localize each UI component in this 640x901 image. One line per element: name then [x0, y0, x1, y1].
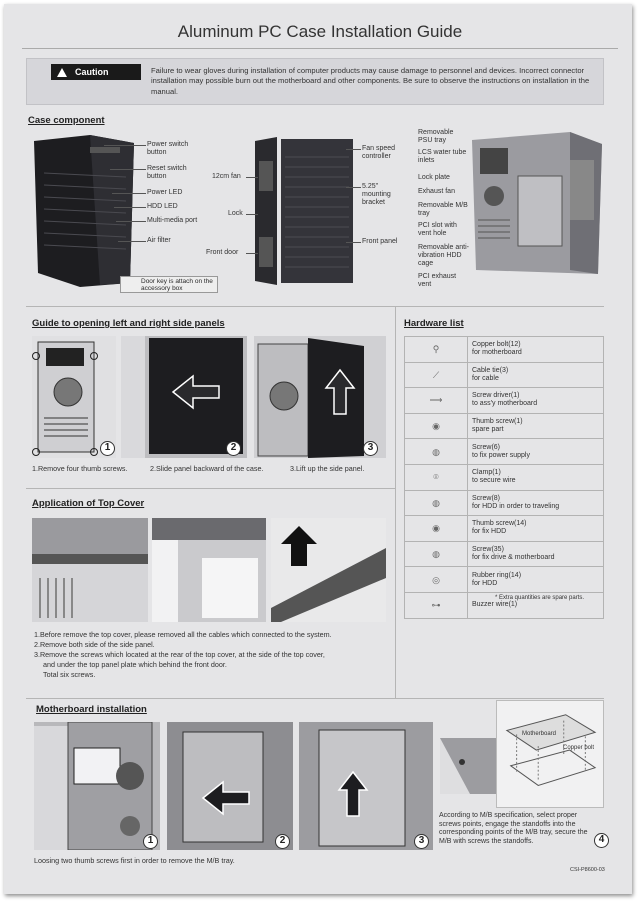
clamp-icon: ⌾	[405, 464, 468, 490]
hardware-row	[405, 388, 604, 414]
hardware-item-desc: for fix HDD	[472, 528, 507, 536]
copper-bolt-icon: ⚲	[405, 337, 468, 363]
hardware-item-name: Screw(8)	[472, 494, 501, 502]
hardware-row	[405, 439, 604, 465]
top-cover-lift-illustration	[271, 518, 386, 622]
case-front-illustration	[30, 133, 138, 289]
warning-icon	[57, 68, 67, 77]
hardware-item-name: Clamp(1)	[472, 469, 501, 477]
step-number: 1	[100, 441, 115, 456]
hardware-item-desc: to fix power supply	[472, 451, 530, 459]
hardware-table	[404, 336, 604, 619]
hardware-item-name: Buzzer wire(1)	[472, 601, 518, 609]
case-back-illustration	[32, 336, 116, 458]
side-panel-step1-photo	[32, 336, 116, 458]
leader-line	[346, 187, 361, 188]
screw-icon: ◍	[405, 490, 468, 516]
hardware-item-text	[468, 439, 604, 465]
label-fan-speed: Fan speed controller	[362, 145, 396, 161]
label-copper-bolt: Copper bolt	[563, 745, 595, 751]
label-hdd-cage: Removable anti-vibration HDD cage	[418, 244, 469, 268]
hardware-item-text	[468, 413, 604, 439]
section-divider	[26, 698, 604, 699]
column-divider	[395, 306, 396, 698]
door-key-note	[120, 276, 218, 293]
hardware-item-desc: to ass'y motherboard	[472, 400, 538, 408]
mb-step1-caption: Loosing two thumb screws first in order to remove the M/B tray.	[34, 856, 235, 865]
top-cover-step3-photo	[271, 518, 386, 622]
cable-tie-icon: ⟋	[405, 362, 468, 388]
top-cover-step1-photo	[32, 518, 148, 622]
leader-line	[110, 169, 146, 170]
hardware-item-text	[468, 541, 604, 567]
step-number: 1	[143, 834, 158, 849]
hardware-row	[405, 541, 604, 567]
label-multimedia-port: Multi-media port	[147, 217, 198, 224]
mb-slide-illustration	[167, 722, 293, 850]
exploded-view-illustration	[497, 701, 603, 807]
case-side-open-photo	[470, 130, 604, 276]
leader-line	[116, 221, 146, 222]
step-number: 4	[594, 833, 609, 848]
label-front-door: Front door	[206, 249, 239, 256]
label-mb-tray: Removable M/B tray	[418, 202, 468, 218]
buzzer-wire-icon: ⊶	[405, 592, 468, 618]
label-hdd-led: HDD LED	[147, 203, 178, 210]
caution-text: Failure to wear gloves during installation of computer products may cause damage to personnel and devices. Incorrect connector installation may possible burn out the motherboard and other components. Be sure to observe the instructions on installation in the manual.	[151, 66, 590, 96]
rubber-ring-icon: ◎	[405, 567, 468, 593]
top-cover-rear-illustration	[32, 518, 148, 622]
hardware-item-desc: for cable	[472, 374, 499, 382]
step-number: 2	[275, 834, 290, 849]
hardware-item-name: Copper bolt(12)	[472, 341, 521, 349]
mb-tray-illustration	[34, 722, 160, 850]
leader-line	[246, 177, 258, 178]
hardware-list-heading: Hardware list	[404, 318, 464, 329]
top-cover-heading: Application of Top Cover	[32, 498, 145, 509]
label-pci-slot: PCI slot with vent hole	[418, 222, 457, 238]
hardware-item-text	[468, 362, 604, 388]
mb-lift-illustration	[299, 722, 433, 850]
leader-line	[346, 149, 361, 150]
step-number: 3	[414, 834, 429, 849]
mb-step1-photo	[34, 722, 160, 850]
screwdriver-icon: ⟶	[405, 388, 468, 414]
label-psu-tray: Removable PSU tray	[418, 129, 454, 145]
label-motherboard: Motherboard	[522, 731, 557, 737]
hardware-item-name: Screw(35)	[472, 546, 504, 554]
lift-panel-illustration	[254, 336, 386, 458]
top-cover-step2-photo	[152, 518, 266, 622]
label-lock: Lock	[228, 210, 243, 217]
motherboard-heading: Motherboard installation	[36, 704, 147, 715]
top-cover-instruction-1: 1.Before remove the top cover, please removed all the cables which connected to the system.	[34, 630, 332, 639]
case-door-open-photo	[255, 137, 355, 285]
label-front-panel: Front panel	[362, 238, 398, 245]
step-number: 3	[363, 441, 378, 456]
hardware-item-desc: for HDD in order to traveling	[472, 502, 560, 510]
hardware-row	[405, 362, 604, 388]
caution-label: Caution	[75, 67, 109, 77]
step3-caption: 3.Lift up the side panel.	[290, 464, 365, 473]
top-cover-instruction-4: Total six screws.	[43, 670, 96, 679]
hardware-row	[405, 464, 604, 490]
leader-line	[346, 242, 361, 243]
label-12cm-fan: 12cm fan	[212, 173, 241, 180]
side-panels-heading: Guide to opening left and right side panels	[32, 318, 225, 329]
caution-box	[26, 58, 604, 105]
label-reset-switch: Reset switch button	[147, 165, 187, 181]
screw-icon: ◍	[405, 439, 468, 465]
case-front-photo	[30, 133, 138, 289]
mb-step4-caption: According to M/B specification, select proper screws points, engage the standoffs into the corresponding points of the M/B tray, secure the M/B with screws the standoffs.	[439, 812, 588, 845]
mb-standoff-photo	[440, 738, 496, 794]
hardware-row	[405, 337, 604, 363]
hardware-item-name: Thumb screw(14)	[472, 520, 527, 528]
caution-badge	[51, 64, 141, 80]
top-cover-instruction-3: 3.Remove the screws which located at the rear of the top cover, at the side of the top cover,	[34, 650, 325, 659]
top-cover-instruction-2: 2.Remove both side of the side panel.	[34, 640, 155, 649]
case-side-illustration	[470, 130, 604, 276]
hardware-item-name: Screw(6)	[472, 443, 501, 451]
hardware-row	[405, 516, 604, 542]
hardware-item-text	[468, 464, 604, 490]
top-cover-instruction-3b: and under the top panel plate which behind the front door.	[43, 660, 227, 669]
mb-step3-photo	[299, 722, 433, 850]
label-power-led: Power LED	[147, 189, 183, 196]
hardware-item-name: Rubber ring(14)	[472, 571, 522, 579]
mb-exploded-diagram	[496, 700, 604, 808]
footer-code: CSI-P8600-03	[570, 867, 605, 873]
hardware-item-name: Screw driver(1)	[472, 392, 520, 400]
hardware-item-desc: for HDD	[472, 579, 498, 587]
case-component-heading: Case component	[28, 115, 105, 126]
step-number: 2	[226, 441, 241, 456]
standoff-illustration	[440, 738, 496, 794]
thumb-screw-icon: ◉	[405, 516, 468, 542]
step2-caption: 2.Slide panel backward of the case.	[150, 464, 264, 473]
label-lcs-inlets: LCS water tube inlets	[418, 149, 467, 165]
label-exhaust-fan: Exhaust fan	[418, 188, 455, 195]
hardware-row	[405, 490, 604, 516]
hardware-item-desc: for motherboard	[472, 349, 522, 357]
section-divider	[26, 488, 395, 489]
leader-line	[246, 214, 258, 215]
leader-line	[104, 145, 146, 146]
hardware-note: * Extra quantities are spare parts.	[495, 595, 585, 601]
hardware-item-name: Thumb screw(1)	[472, 418, 523, 426]
door-key-note-text: Door key is attach on the accessory box	[141, 278, 213, 293]
hardware-item-text	[468, 567, 604, 593]
label-mounting-bracket: 5.25" mounting bracket	[362, 183, 391, 207]
side-panel-step3-photo	[254, 336, 386, 458]
hardware-item-name: Cable tie(3)	[472, 366, 509, 374]
case-door-illustration	[255, 137, 355, 285]
leader-line	[246, 253, 258, 254]
side-panel-step2-photo	[121, 336, 247, 458]
leader-line	[112, 193, 146, 194]
hardware-item-desc: spare part	[472, 426, 504, 434]
label-power-switch: Power switch button	[147, 141, 189, 157]
hardware-item-text	[468, 490, 604, 516]
page-title: Aluminum PC Case Installation Guide	[177, 22, 463, 41]
thumb-screw-icon: ◉	[405, 413, 468, 439]
hardware-item-desc: for fix drive & motherboard	[472, 554, 555, 562]
hardware-row	[405, 413, 604, 439]
label-air-filter: Air filter	[147, 237, 171, 244]
hardware-item-text	[468, 337, 604, 363]
leader-line	[114, 207, 146, 208]
hardware-item-text	[468, 516, 604, 542]
hardware-row	[405, 567, 604, 593]
label-lock-plate: Lock plate	[418, 174, 450, 181]
step1-caption: 1.Remove four thumb screws.	[32, 464, 128, 473]
screw-icon: ◍	[405, 541, 468, 567]
hardware-item-desc: to secure wire	[472, 477, 516, 485]
label-pci-exhaust: PCI exhaust vent	[418, 273, 457, 289]
mb-step2-photo	[167, 722, 293, 850]
leader-line	[118, 241, 146, 242]
title-rule	[22, 48, 618, 49]
section-divider	[26, 306, 604, 307]
top-cover-side-illustration	[152, 518, 266, 622]
hardware-item-text	[468, 388, 604, 414]
slide-panel-illustration	[121, 336, 247, 458]
